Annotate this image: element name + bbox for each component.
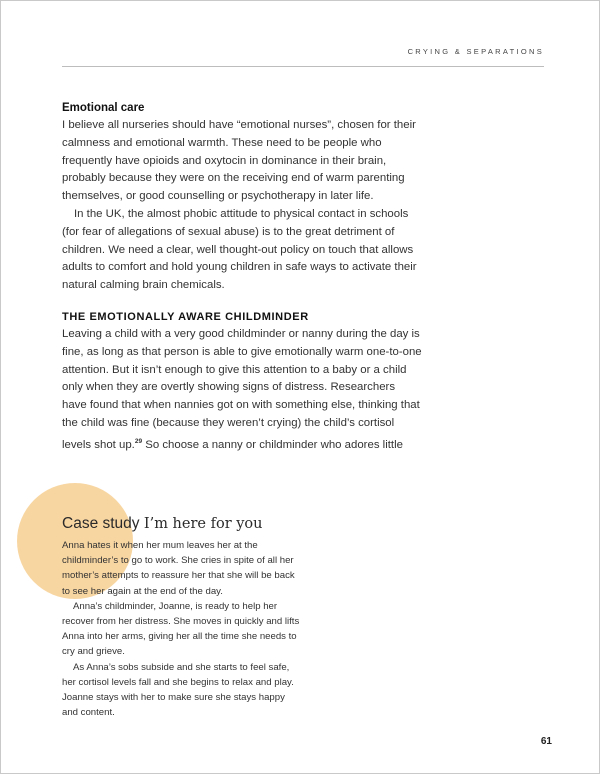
section-childminder [62,308,422,454]
header-rule [62,66,544,67]
case-study-box [62,514,302,720]
section-heading-emotional-care: Emotional care [62,102,145,114]
paragraph-text-continued: So choose a nanny or childminder who adores little [142,438,403,451]
reference-superscript: 29 [134,437,143,445]
case-study-title [62,514,302,534]
paragraph: I believe all nurseries should have “emotional nurses”, chosen for their calmness and emotional warmth. These need to be people who frequently have opioids and oxytocin in dominance in their brain, probably because they were on the receiving end of warm parenting themselves, or good counselling or psychotherapy in later life. [62,119,416,203]
case-study-heading: I’m here for you [143,516,263,532]
section-heading-childminder: THE EMOTIONALLY AWARE CHILDMINDER [62,311,309,323]
running-head: CRYING & SEPARATIONS [407,47,544,56]
paragraph-text: Leaving a child with a very good childminder or nanny during the day is fine, as long as that person is able to give emotionally warm one-to-one attention. But it isn’t enough to give this attention to a baby or a child only when they are overtly showing signs of distress. Researchers have found that when nannies got on with something else, thinking that the child was fine (because they weren’t crying) the child’s cortisol levels shot up. [62,328,422,451]
section-emotional-care [62,99,422,295]
paragraph [62,326,422,454]
case-paragraph: Anna’s childminder, Joanne, is ready to help her recover from her distress. She moves in quickly and lifts Anna into her arms, giving her all the time she needs to cry and grieve. [62,600,300,658]
page-number: 61 [540,736,552,747]
paragraph: In the UK, the almost phobic attitude to physical contact in schools (for fear of allegations of sexual abuse) is to the great detriment of children. We need a clear, well thought-out policy on touch that allows adults to comfort and hold young children in safe ways to activate their natural calming brain chemicals. [62,207,417,292]
case-paragraph: Anna hates it when her mum leaves her at the childminder’s to go to work. She cries in spite of all her mother’s attempts to reassure her that she will be back to see her again at the end of the day. [62,540,295,597]
case-study-label: Case study [62,515,140,532]
case-paragraph: As Anna’s sobs subside and she starts to feel safe, her cortisol levels fall and she begins to relax and play. Joanne stays with her to make sure she stays happy and content. [62,661,294,719]
